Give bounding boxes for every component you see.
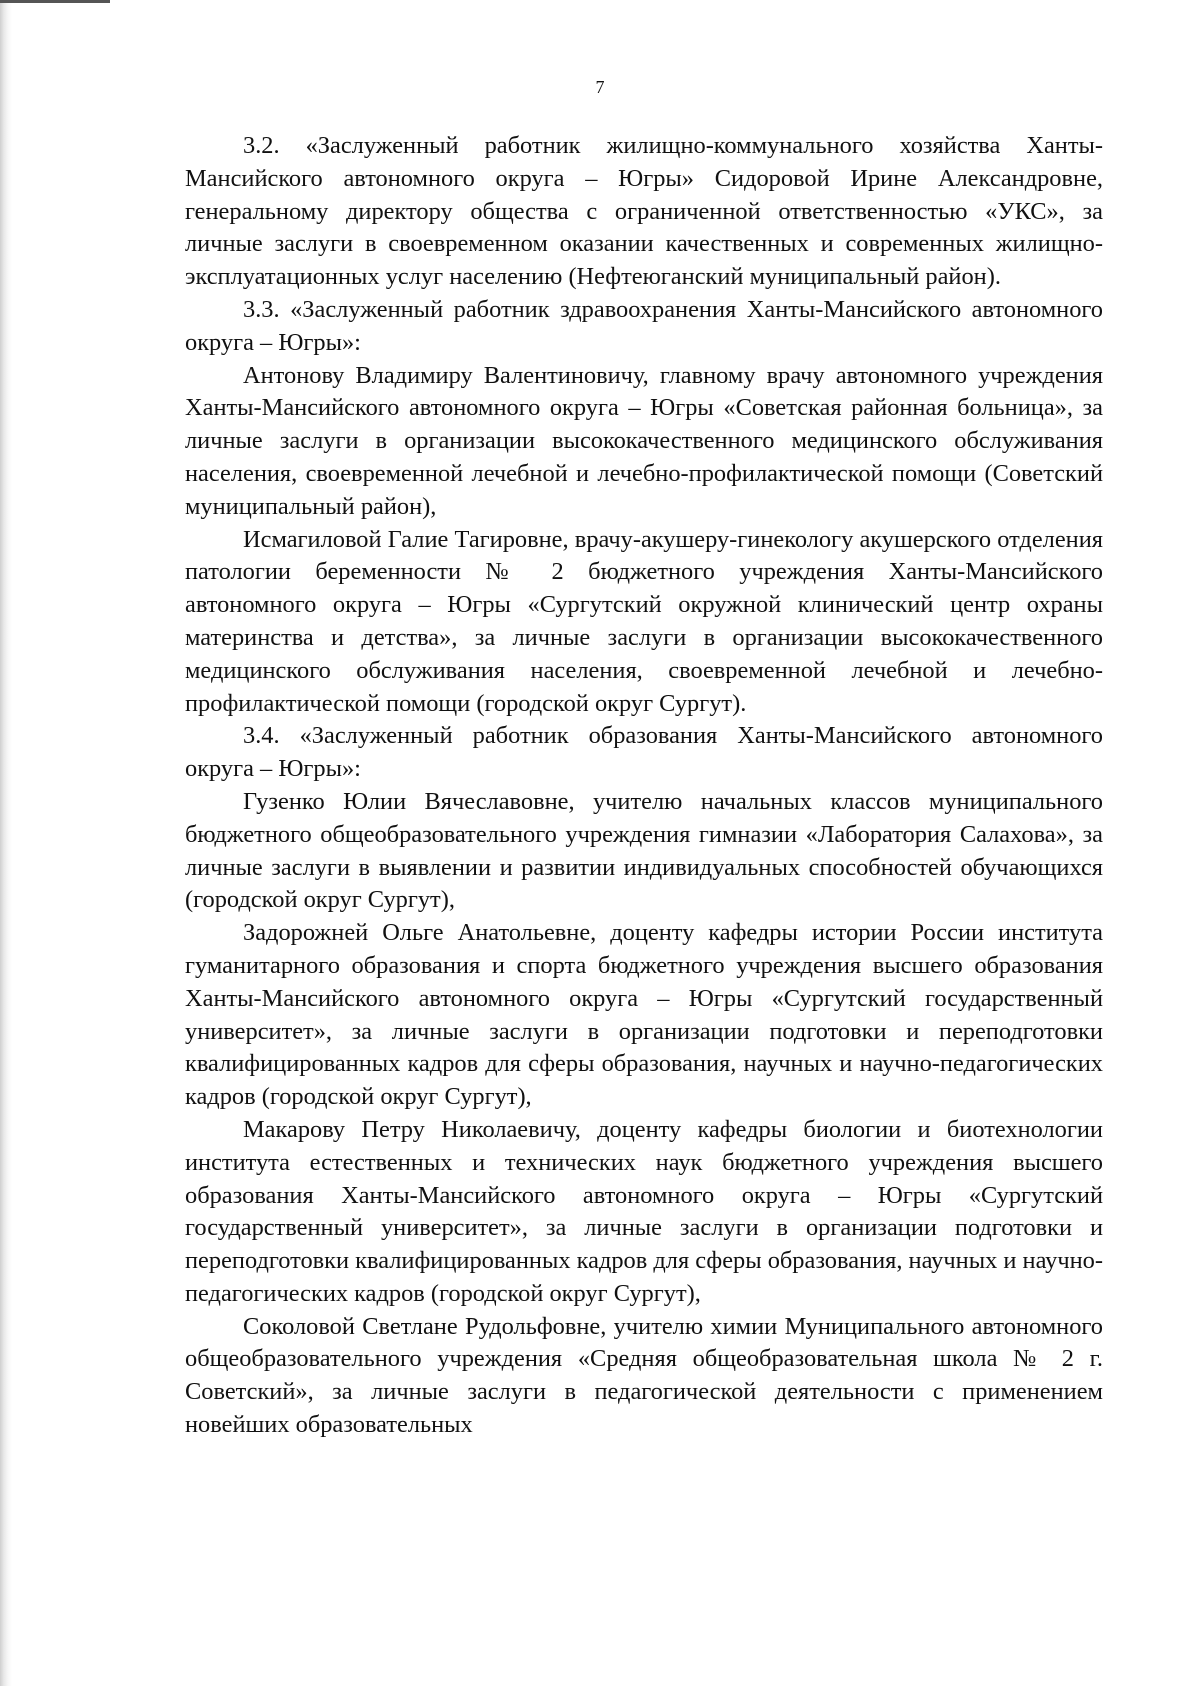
document-body [185,130,1103,1442]
paragraph-guzenko: Гузенко Юлии Вячеславовне, учителю начальных классов муниципального бюджетного общеобразовательного учреждения гимназии «Лаборатория Салахова», за личные заслуги в выявлении и развитии индивидуальных способностей обучающихся (городской округ Сургут), [185,787,1103,914]
paragraph-3-3-heading: 3.3. «Заслуженный работник здравоохранения Ханты-Мансийского автономного округа – Югры»: [185,295,1103,356]
paragraph-makarov: Макарову Петру Николаевичу, доценту кафедры биологии и биотехнологии института естественных и технических наук бюджетного учреждения высшего образования Ханты-Мансийского автономного округа – Югры «Сургутский государственный университет», за личные заслуги в организации подготовки и переподготовки квалифицированных кадров для сферы образования, научных и научно-педагогических кадров (городской округ Сургут), [185,1115,1104,1307]
paragraph-zadorozhnaya: Задорожней Ольге Анатольевне, доценту кафедры истории России института гуманитарного образования и спорта бюджетного учреждения высшего образования Ханты-Мансийского автономного округа – Югры «Сургутский государственный университет», за личные заслуги в организации подготовки и переподготовки квалифицированных кадров для сферы образования, научных и научно-педагогических кадров (городской округ Сургут), [185,919,1103,1111]
page-number: 7 [595,77,605,97]
paragraph-3-2: 3.2. «Заслуженный работник жилищно-коммунального хозяйства Ханты-Мансийского автономного округа – Югры» Сидоровой Ирине Александровне, генеральному директору общества с ограниченной ответственностью «УКС», за личные заслуги в своевременном оказании качественных и современных жилищно-эксплуатационных услуг населению (Нефтеюганский муниципальный район). [185,132,1103,291]
paragraph-sokolova: Соколовой Светлане Рудольфовне, учителю химии Муниципального автономного общеобразовательного учреждения «Средняя общеобразовательная школа № 2 г. Советский», за личные заслуги в педагогической деятельности с применением новейших образовательных [185,1312,1103,1439]
paragraph-3-4-heading: 3.4. «Заслуженный работник образования Ханты-Мансийского автономного округа – Югры»: [185,722,1103,783]
scan-edge-shadow [0,0,12,1686]
paragraph-ismagilova: Исмагиловой Галие Тагировне, врачу-акушеру-гинекологу акушерского отделения патологии беременности № 2 бюджетного учреждения Ханты-Мансийского автономного округа – Югры «Сургутский окружной клинический центр охраны материнства и детства», за личные заслуги в организации высококачественного медицинского обслуживания населения, своевременной лечебной и лечебно-профилактической помощи (городской округ Сургут). [185,525,1103,717]
scan-corner-mark [0,0,110,3]
paragraph-antonov: Антонову Владимиру Валентиновичу, главному врачу автономного учреждения Ханты-Мансийского автономного округа – Югры «Советская районная больница», за личные заслуги в организации высококачественного медицинского обслуживания населения, своевременной лечебной и лечебно-профилактической помощи (Советский муниципальный район), [185,361,1103,520]
